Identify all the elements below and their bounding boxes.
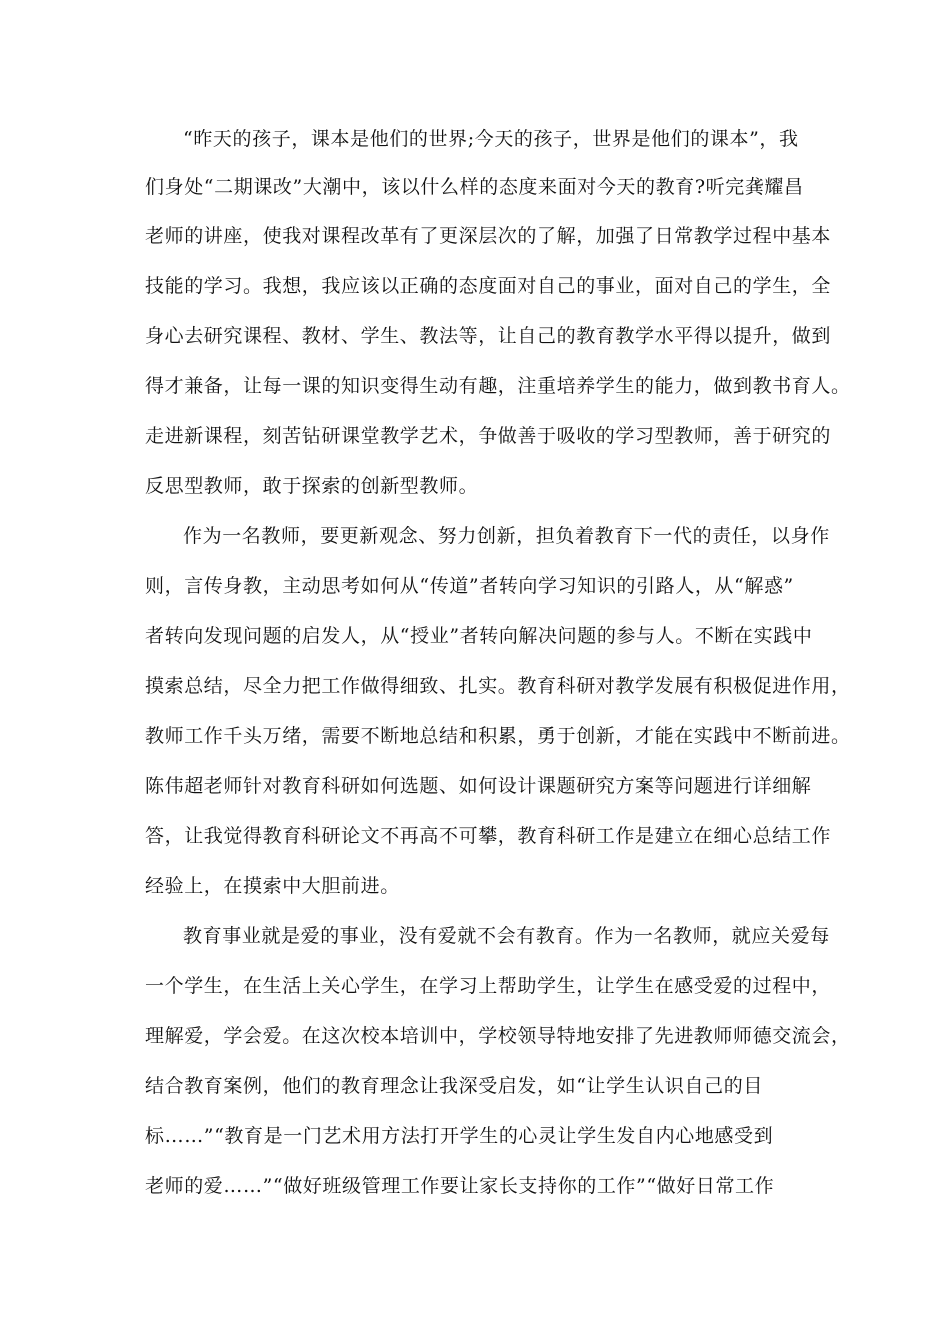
text-line: 技能的学习。我想，我应该以正确的态度面对自己的事业，面对自己的学生，全 bbox=[145, 275, 832, 297]
text-line: 教师工作千头万绪，需要不断地总结和积累，勇于创新，才能在实践中不断前进。 bbox=[145, 725, 851, 747]
text-line: 们身处“二期课改”大潮中，该以什么样的态度来面对今天的教育?听完龚耀昌 bbox=[145, 176, 804, 198]
text-line: 得才兼备，让每一课的知识变得生动有趣，注重培养学生的能力，做到教书育人。 bbox=[145, 375, 851, 397]
text-line: 答，让我觉得教育科研论文不再高不可攀，教育科研工作是建立在细心总结工作 bbox=[145, 825, 832, 847]
text-line: 教育事业就是爱的事业，没有爱就不会有教育。作为一名教师，就应关爱每 bbox=[183, 925, 830, 947]
text-line: 老师的讲座，使我对课程改革有了更深层次的了解，加强了日常教学过程中基本 bbox=[145, 225, 832, 247]
text-line: 陈伟超老师针对教育科研如何选题、如何设计课题研究方案等问题进行详细解 bbox=[145, 775, 812, 797]
text-line: 反思型教师，敢于探索的创新型教师。 bbox=[145, 475, 479, 497]
text-line: 则，言传身教，主动思考如何从“传道”者转向学习知识的引路人，从“解惑” bbox=[145, 575, 794, 597]
text-line: 老师的爱……”“做好班级管理工作要让家长支持你的工作”“做好日常工作 bbox=[145, 1175, 775, 1197]
text-line: 走进新课程，刻苦钻研课堂教学艺术，争做善于吸收的学习型教师，善于研究的 bbox=[145, 425, 832, 447]
text-line: 标……”“教育是一门艺术用方法打开学生的心灵让学生发自内心地感受到 bbox=[145, 1125, 774, 1147]
text-line: 结合教育案例，他们的教育理念让我深受启发，如“让学生认识自己的目 bbox=[145, 1075, 763, 1097]
text-line: 经验上，在摸索中大胆前进。 bbox=[145, 875, 400, 897]
text-line: 身心去研究课程、教材、学生、教法等，让自己的教育教学水平得以提升，做到 bbox=[145, 325, 832, 347]
text-line: “昨天的孩子，课本是他们的世界;今天的孩子，世界是他们的课本”，我 bbox=[183, 128, 799, 150]
text-line: 一个学生，在生活上关心学生，在学习上帮助学生，让学生在感受爱的过程中， bbox=[145, 975, 832, 997]
text-line: 作为一名教师，要更新观念、努力创新，担负着教育下一代的责任，以身作 bbox=[183, 525, 830, 547]
text-line: 者转向发现问题的启发人，从“授业”者转向解决问题的参与人。不断在实践中 bbox=[145, 625, 813, 647]
text-line: 摸索总结，尽全力把工作做得细致、扎实。教育科研对教学发展有积极促进作用， bbox=[145, 675, 851, 697]
text-line: 理解爱，学会爱。在这次校本培训中，学校领导特地安排了先进教师师德交流会， bbox=[145, 1025, 851, 1047]
